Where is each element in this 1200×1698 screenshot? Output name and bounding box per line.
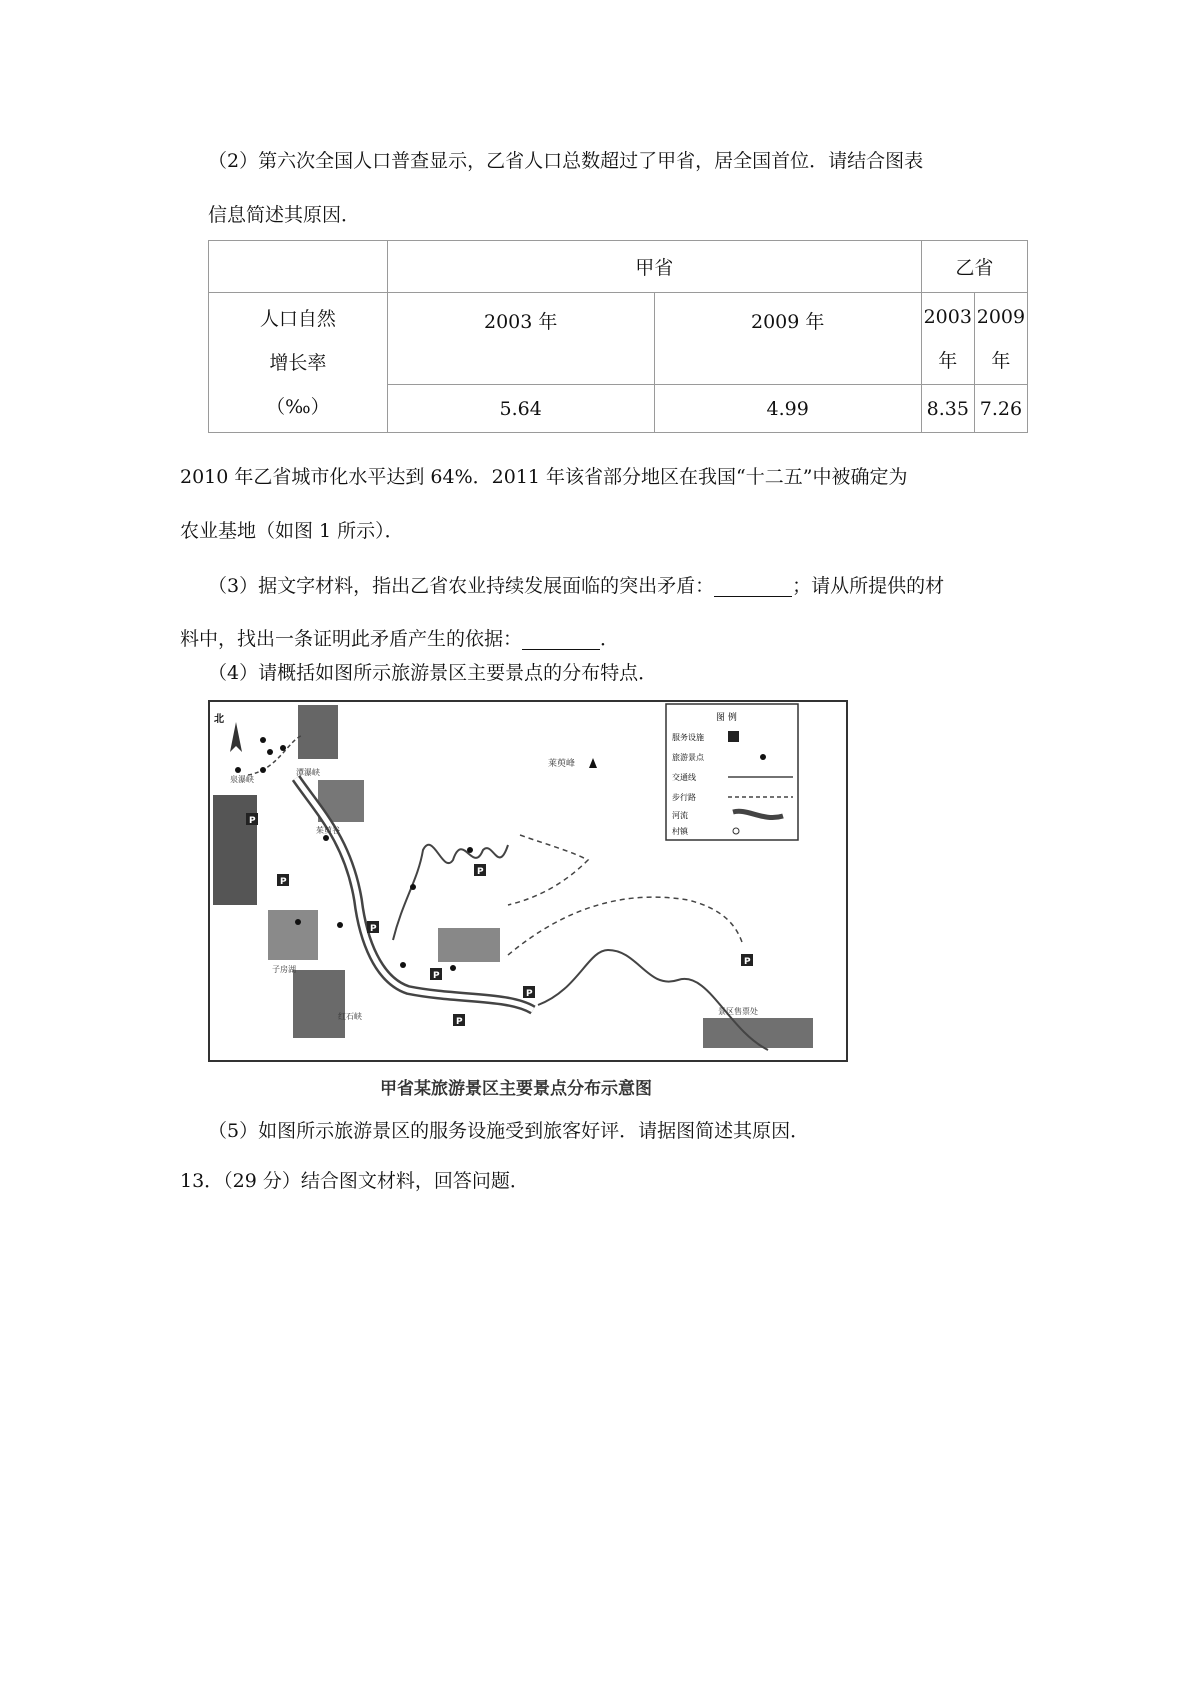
material-line-2: 农业基地（如图 1 所示）．	[180, 520, 404, 542]
value-a-2009: 4.99	[654, 385, 921, 433]
question-3-line-1	[208, 575, 1058, 597]
svg-text:P: P	[280, 877, 287, 887]
legend-village: 村镇	[672, 827, 688, 836]
header-province-a: 甲省	[387, 241, 921, 293]
photo-village	[438, 928, 500, 962]
peak-label: 莱萸峰	[548, 759, 576, 769]
svg-text:P: P	[744, 957, 751, 967]
year-b-2003	[921, 293, 974, 385]
map-legend	[666, 704, 798, 840]
scenic-area-map	[208, 700, 848, 1062]
population-growth-table	[208, 240, 1028, 433]
answer-blank-1[interactable]	[714, 578, 792, 597]
year-b-2003-number: 2003	[923, 305, 972, 328]
value-b-2003: 8.35	[921, 385, 974, 433]
year-b-2003-unit: 年	[938, 349, 958, 372]
question-13: 13．（29 分）结合图文材料，回答问题．	[180, 1170, 529, 1192]
map-caption: 甲省某旅游景区主要景点分布示意图	[380, 1079, 652, 1099]
photo-waterfall-left	[213, 795, 257, 905]
question-3-text-b: ；请从所提供的材	[792, 575, 945, 597]
svg-text:P: P	[433, 971, 440, 981]
label-top: 潭瀑峡	[296, 768, 320, 777]
label-zifang: 子房湖	[272, 965, 296, 974]
question-2-line-2: 信息简述其原因．	[208, 204, 361, 226]
row-label	[209, 293, 388, 433]
year-b-2009	[974, 293, 1027, 385]
svg-text:P: P	[526, 989, 533, 999]
question-3-text-a: （3）据文字材料，指出乙省农业持续发展面临的突出矛盾：	[208, 575, 715, 597]
svg-text:P: P	[477, 867, 484, 877]
material-line-1: 2010 年乙省城市化水平达到 64%．2011 年该省部分地区在我国“十二五”中被确定为	[180, 466, 908, 488]
legend-service: 服务设施	[672, 733, 704, 742]
row-label-line-1: 人口自然	[259, 307, 336, 330]
legend-title: 图 例	[716, 713, 737, 723]
svg-text:P: P	[370, 924, 377, 934]
year-a-2009: 2009 年	[654, 293, 921, 385]
question-3-line-2	[180, 628, 1030, 650]
year-b-2009-number: 2009	[976, 305, 1026, 328]
row-label-line-2: 增长率	[269, 351, 327, 374]
legend-spot: 旅游景点	[672, 753, 704, 762]
label-left: 泉瀑峡	[230, 775, 254, 784]
svg-text:P: P	[456, 1017, 463, 1027]
value-b-2009: 7.26	[974, 385, 1027, 433]
header-province-b: 乙省	[921, 241, 1027, 293]
answer-blank-2[interactable]	[522, 631, 600, 650]
photo-red-stone	[293, 970, 345, 1038]
label-gorge: 茱萸谷	[316, 826, 340, 835]
legend-river: 河流	[672, 811, 688, 820]
year-a-2003: 2003 年	[387, 293, 654, 385]
photo-waterfall-top	[298, 705, 338, 759]
label-hongshi: 红石峡	[338, 1012, 362, 1021]
question-3-text-c: 料中，找出一条证明此矛盾产生的依据：	[180, 628, 523, 650]
question-4: （4）请概括如图所示旅游景区主要景点的分布特点．	[208, 662, 658, 684]
svg-text:P: P	[249, 816, 256, 826]
photo-lake	[268, 910, 318, 960]
north-label: 北	[214, 714, 224, 725]
question-3-text-d: ．	[600, 628, 620, 650]
label-entrance: 景区售票处	[718, 1007, 758, 1016]
row-label-line-3: （‰）	[266, 395, 330, 418]
value-a-2003: 5.64	[387, 385, 654, 433]
question-5: （5）如图所示旅游景区的服务设施受到旅客好评．请据图简述其原因．	[208, 1120, 810, 1142]
year-b-2009-unit: 年	[991, 349, 1011, 372]
question-2-line-1: （2）第六次全国人口普查显示，乙省人口总数超过了甲省，居全国首位．请结合图表	[208, 150, 924, 172]
table-corner-cell	[209, 241, 388, 293]
legend-trail: 步行路	[672, 793, 696, 802]
legend-road: 交通线	[672, 773, 696, 782]
